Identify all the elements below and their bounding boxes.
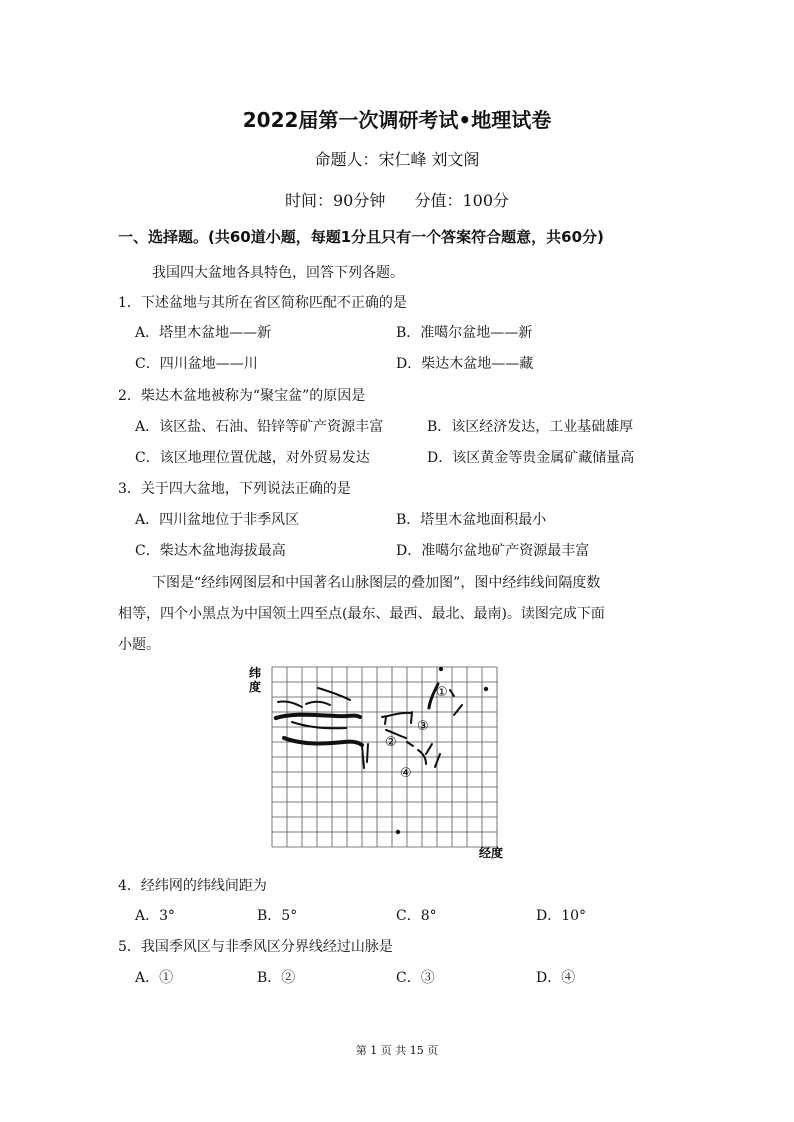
xlabel-lon: 经度 — [479, 846, 504, 860]
northernmost-point — [439, 667, 443, 671]
mountain-range-5 — [306, 702, 330, 705]
mountain-range-3 — [278, 701, 302, 707]
mountain-range-8 — [367, 744, 368, 762]
exam-info — [0, 188, 794, 211]
question-5-option-a: A．① — [135, 970, 174, 986]
author-line: 命题人：宋仁峰 刘文阁 — [314, 150, 480, 169]
mountain-range-4 — [318, 688, 350, 700]
easternmost-point — [484, 687, 488, 691]
section-heading: 一、选择题。(共60道小题，每题1分且只有一个答案符合题意，共60分) — [118, 228, 604, 246]
ylabel-lat-2: 度 — [249, 680, 262, 694]
question-4-option-b: B．5° — [257, 908, 298, 924]
question-3-option-c: C．柴达木盆地海拔最高 — [135, 543, 286, 559]
question-4-option-c: C．8° — [396, 908, 437, 924]
ylabel-lat-1: 纬 — [249, 666, 262, 680]
mountain-range-19 — [435, 754, 440, 767]
marker-2: ② — [385, 735, 397, 750]
question-1-option-a: A．塔里木盆地——新 — [135, 325, 272, 341]
marker-4: ④ — [400, 766, 412, 781]
question-4-stem: 4．经纬网的纬线间距为 — [118, 878, 267, 894]
time-text: 时间：90分钟 — [284, 191, 386, 210]
southernmost-point — [396, 830, 400, 834]
question-2-option-c: C．该区地理位置优越，对外贸易发达 — [135, 450, 370, 466]
latlong-mountain-figure — [240, 660, 520, 865]
question-3-stem: 3．关于四大盆地，下列说法正确的是 — [118, 481, 351, 497]
question-1-option-d: D．柴达木盆地——藏 — [396, 356, 534, 372]
figure-intro-line-2: 相等，四个小黑点为中国领土四至点(最东、最西、最北、最南)。读图完成下面 — [118, 606, 605, 622]
page-title: 2022届第一次调研考试•地理试卷 — [242, 108, 552, 132]
question-2-option-d: D．该区黄金等贵金属矿藏储量高 — [427, 450, 635, 466]
question-2-stem: 2．柴达木盆地被称为“聚宝盆”的原因是 — [118, 388, 366, 404]
question-4-option-a: A．3° — [135, 908, 176, 924]
question-2-option-b: B．该区经济发达，工业基础雄厚 — [427, 419, 634, 435]
question-1-stem: 1．下述盆地与其所在省区简称匹配不正确的是 — [118, 295, 407, 311]
grid-lines — [272, 667, 497, 847]
question-3-option-b: B．塔里木盆地面积最小 — [396, 512, 547, 528]
marker-3: ③ — [417, 719, 429, 734]
mountain-range-15 — [454, 705, 462, 715]
intro-text: 我国四大盆地各具特色，回答下列各题。 — [152, 265, 404, 281]
mountain-range-18 — [426, 744, 432, 754]
mountain-range-16 — [407, 742, 413, 746]
mountain-ranges — [276, 684, 462, 768]
figure-intro-line-3: 小题。 — [118, 637, 160, 653]
figure-intro-line-1: 下图是“经纬网图层和中国著名山脉图层的叠加图”，图中经纬线间隔度数 — [152, 575, 601, 591]
question-5-option-b: B．② — [257, 970, 296, 986]
question-5-option-d: D．④ — [536, 970, 576, 986]
question-5-option-c: C．③ — [396, 970, 435, 986]
question-4-option-d: D．10° — [536, 908, 587, 924]
mountain-range-10 — [385, 717, 386, 724]
marker-1: ① — [436, 685, 448, 700]
mountain-range-12 — [411, 712, 412, 723]
question-5-stem: 5．我国季风区与非季风区分界线经过山脉是 — [118, 939, 393, 955]
question-1-option-c: C．四川盆地——川 — [135, 356, 258, 372]
mountain-range-2 — [284, 738, 362, 745]
question-3-option-a: A．四川盆地位于非季风区 — [135, 512, 300, 528]
westernmost-point — [274, 716, 278, 720]
question-3-option-d: D．准噶尔盆地矿产资源最丰富 — [396, 543, 590, 559]
page-footer: 第 1 页 共 15 页 — [355, 1044, 439, 1057]
mountain-range-1 — [276, 715, 360, 718]
question-2-option-a: A．该区盐、石油、铅锌等矿产资源丰富 — [135, 419, 384, 435]
score-text: 分值：100分 — [414, 191, 509, 210]
question-1-option-b: B．准噶尔盆地——新 — [396, 325, 533, 341]
